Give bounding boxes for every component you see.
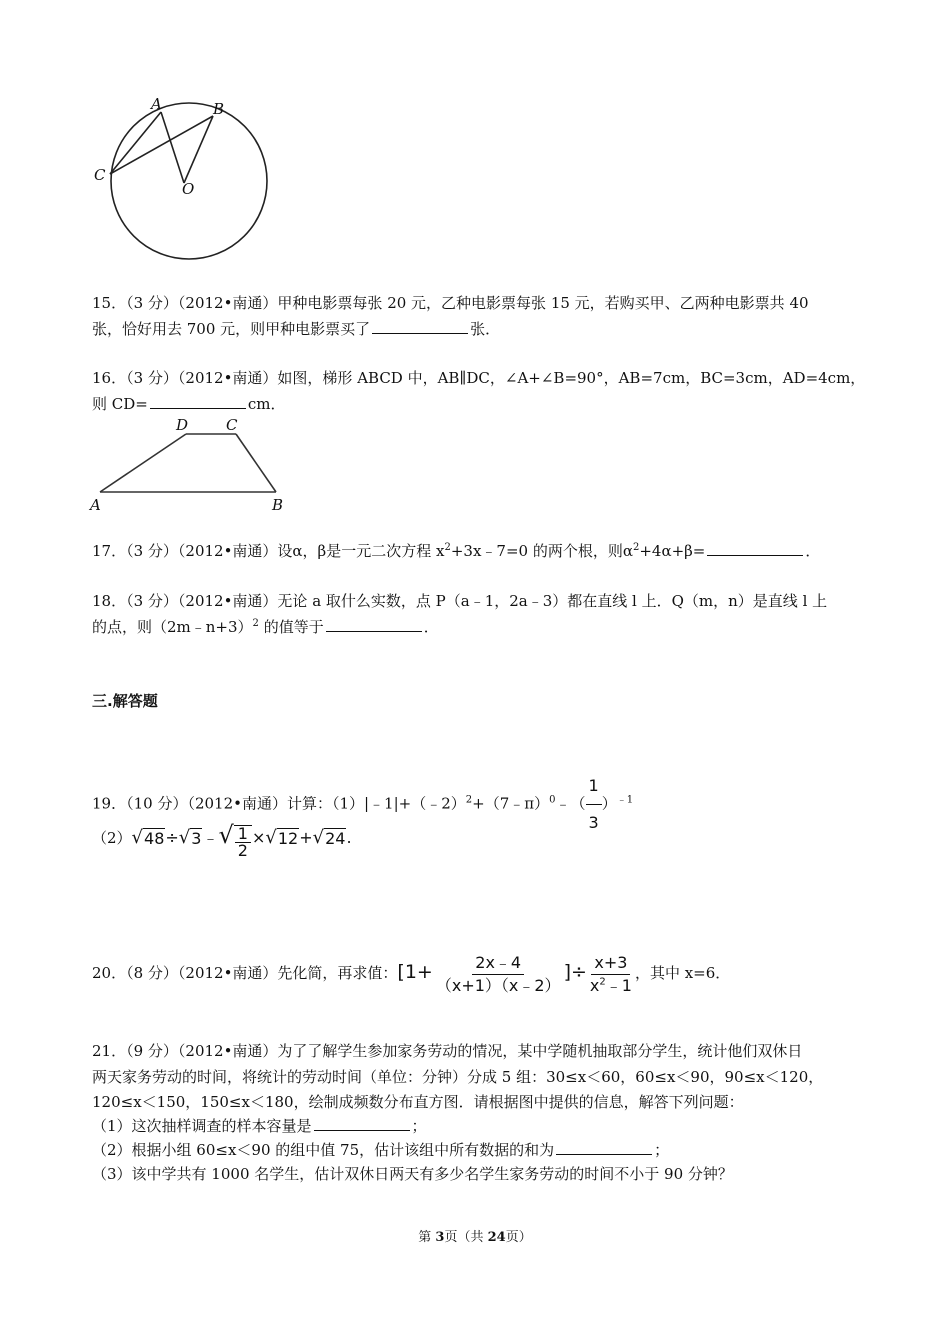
footer-page-number: 3 <box>435 1230 445 1245</box>
radical-icon: √ <box>131 827 144 848</box>
q20-fraction-1 <box>433 952 564 997</box>
sqrt-12-value: 12 <box>277 829 299 848</box>
q17-text-c: +4α+β= <box>639 542 706 560</box>
q21-item2-text: （2）根据小组 60≤x＜90 的组中值 75，估计该组中所有数据的和为 <box>92 1141 555 1159</box>
q19-end: . <box>346 828 352 847</box>
q17-text-a: 17．（3 分）（2012•南通）设α，β是一元二次方程 x <box>92 542 445 560</box>
q20-bracket-close: ]÷ <box>563 961 587 983</box>
q19-text-a: 19．（10 分）（2012•南通）计算：（1）|﹣1|+（﹣2） <box>92 794 466 813</box>
segment-cb <box>110 116 213 174</box>
q16-answer-blank[interactable] <box>150 394 246 409</box>
radical-icon: √ <box>178 827 191 848</box>
q20-f2-num: x+3 <box>591 952 630 975</box>
q20-fraction-2 <box>587 952 635 997</box>
label-c: C <box>226 416 238 434</box>
q19-part2-label: （2） <box>92 829 132 847</box>
page-footer <box>0 1226 950 1245</box>
q20-f2-den-sup: 2 <box>599 976 606 988</box>
q18-line2-text: 的点，则（2m﹣n+3） <box>92 618 253 636</box>
sqrt-24-value: 24 <box>325 829 346 848</box>
segment-ca <box>110 112 161 174</box>
radical-icon: √ <box>312 827 325 848</box>
sqrt-48-value: 48 <box>144 829 165 848</box>
q20-f2-den-rest: ﹣1 <box>605 975 632 995</box>
q18-line2-mid: 的值等于 <box>258 618 324 636</box>
q20-f1-den: （x+1）（x﹣2） <box>435 975 561 995</box>
q20-f1-num: 2x﹣4 <box>472 952 524 975</box>
sqrt-half <box>218 821 251 860</box>
q20-f2-den <box>587 975 635 997</box>
sqrt-half-fraction <box>234 825 252 859</box>
q16-line2 <box>92 393 285 415</box>
q21-item1-end: ； <box>411 1117 427 1135</box>
segment-ad <box>100 434 186 492</box>
q21-item3: （3）该中学共有 1000 名学生，估计双休日两天有多少名学生家务劳动的时间不小于 90 分钟？ <box>92 1165 733 1183</box>
q20-text-end: ，其中 x=6． <box>634 964 731 982</box>
q16-line1: 16．（3 分）（2012•南通）如图，梯形 ABCD 中，AB∥DC，∠A+∠B=90°，AB=7cm，BC=3cm，AD=4cm， <box>92 369 866 387</box>
q19-frac-den: 3 <box>588 813 599 832</box>
q21-line1: 21．（9 分）（2012•南通）为了了解学生参加家务劳动的情况，某中学随机抽取部分学生，统计他们双休日 <box>92 1042 803 1060</box>
sqrt-3 <box>179 828 203 849</box>
segment-ao <box>161 112 184 183</box>
q21-item1 <box>92 1115 427 1137</box>
q21-item1-text: （1）这次抽样调查的样本容量是 <box>92 1117 312 1135</box>
footer-post: 页） <box>505 1230 532 1245</box>
q21-line3: 120≤x＜150，150≤x＜180，绘制成频数分布直方图．请根据图中提供的信息，解答下列问题： <box>92 1093 744 1111</box>
sqrt-12 <box>265 828 299 849</box>
q18-sup: 2 <box>252 618 259 629</box>
q18-line2-end: ． <box>423 618 439 636</box>
q15-line1: 15．（3 分）（2012•南通）甲种电影票每张 20 元，乙种电影票每张 15 元，若购买甲、乙两种电影票共 40 <box>92 294 809 312</box>
q16-line2-end: cm． <box>247 395 286 413</box>
q18-answer-blank[interactable] <box>326 617 422 632</box>
q21-item2-end: ； <box>654 1141 670 1159</box>
q17-answer-blank[interactable] <box>707 541 803 556</box>
q17-sup-1: 2 <box>444 542 451 553</box>
q19-frac-num: 1 <box>586 768 602 805</box>
segment-bo <box>184 116 213 183</box>
footer-total-pages: 24 <box>487 1230 506 1245</box>
op-times: × <box>251 828 266 847</box>
sqrt-24 <box>313 828 347 849</box>
q15-answer-blank[interactable] <box>372 319 468 334</box>
op-minus: ﹣ <box>202 828 219 847</box>
segment-cb <box>236 434 276 492</box>
sqrt-3-value: 3 <box>191 829 202 848</box>
q17-sup-2: 2 <box>632 542 640 553</box>
label-o: O <box>182 180 195 198</box>
label-d: D <box>176 416 189 434</box>
q20-bracket-open: [1+ <box>397 961 433 983</box>
q19-fraction <box>586 768 602 841</box>
q17-text-b: +3x﹣7=0 的两个根，则α <box>450 542 633 560</box>
q19-text-d: ） <box>601 794 617 813</box>
q21-item2-blank[interactable] <box>556 1140 652 1155</box>
label-a: A <box>151 95 162 113</box>
q19-text-c: ﹣（ <box>555 794 586 813</box>
q19-sup-a: 2 <box>465 794 473 806</box>
q20-line <box>92 944 730 1001</box>
half-num: 1 <box>235 826 251 843</box>
q18-line2 <box>92 616 439 638</box>
op-divide: ÷ <box>165 828 179 847</box>
circle-figure <box>88 90 288 265</box>
q19-sup-c: ﹣1 <box>616 794 634 806</box>
label-b: B <box>272 496 284 514</box>
q21-item2 <box>92 1139 669 1161</box>
q20-text: 20．（8 分）（2012•南通）先化简，再求值： <box>92 964 398 982</box>
q21-line2: 两天家务劳动的时间，将统计的劳动时间（单位：分钟）分成 5 组：30≤x＜60，60≤x＜90，90≤x＜120， <box>92 1068 824 1086</box>
q17-line <box>92 540 820 562</box>
radical-icon: √ <box>218 821 234 849</box>
q19-sup-b: 0 <box>549 794 556 806</box>
q15-line2 <box>92 318 500 340</box>
q18-line1: 18．（3 分）（2012•南通）无论 a 取什么实数，点 P（a﹣1，2a﹣3）都在直线 l 上．Q（m，n）是直线 l 上 <box>92 592 828 610</box>
q20-f2-den-base: x <box>589 975 600 995</box>
q19-text-b: +（7﹣π） <box>472 794 550 813</box>
q19-line2 <box>92 818 352 859</box>
footer-mid: 页（共 <box>444 1230 488 1245</box>
section-heading: 三.解答题 <box>92 692 158 710</box>
q15-line2-end: 张． <box>470 320 501 338</box>
label-c: C <box>94 166 106 184</box>
radical-icon: √ <box>265 827 277 848</box>
half-den: 2 <box>237 841 248 860</box>
sqrt-48 <box>132 828 166 849</box>
label-b: B <box>213 100 225 118</box>
q21-item1-blank[interactable] <box>314 1116 410 1131</box>
q16-line2-text: 则 CD= <box>92 395 148 413</box>
label-a: A <box>90 496 101 514</box>
footer-pre: 第 <box>418 1230 436 1245</box>
q15-line2-text: 张，恰好用去 700 元，则甲种电影票买了 <box>92 320 371 338</box>
trapezoid-figure <box>86 414 296 514</box>
op-plus: + <box>299 828 313 847</box>
q17-text-end: ． <box>805 542 821 560</box>
